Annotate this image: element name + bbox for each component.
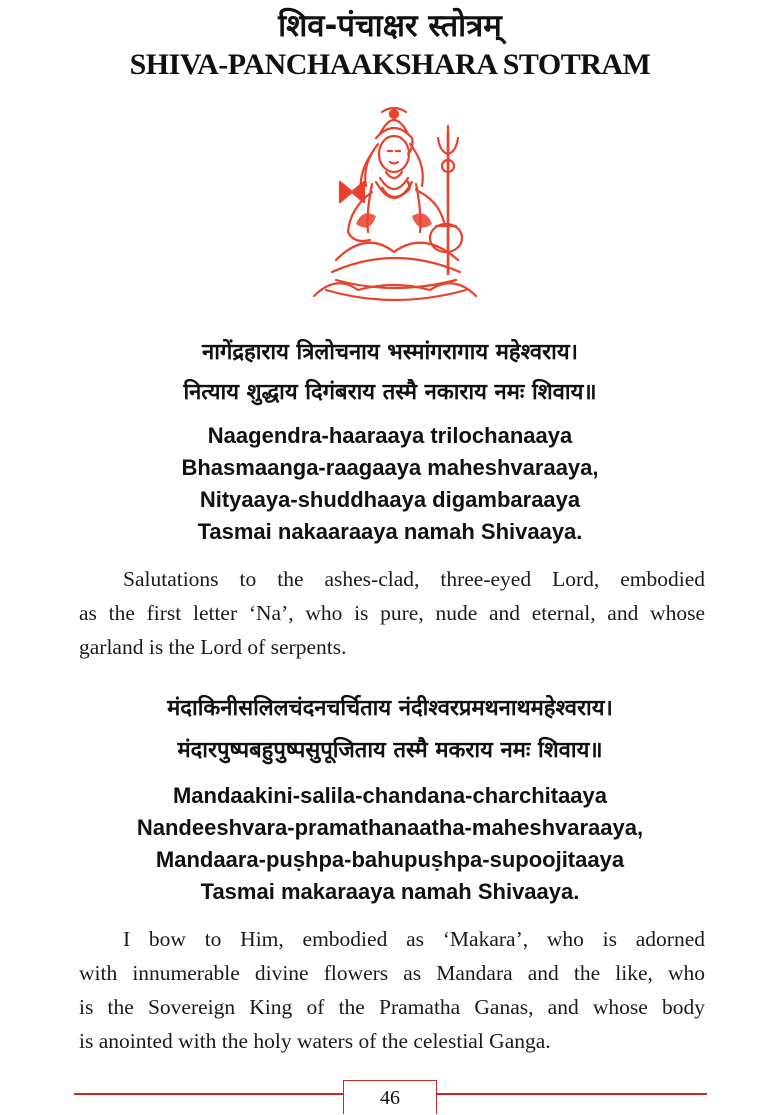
verse-2-translation-line-1: I bow to Him, embodied as ‘Makara’, who is adorned	[123, 927, 705, 951]
verse-1-transliteration-line-2: Bhasmaanga-raagaaya maheshvaraaya,	[181, 455, 599, 480]
verse-1-translation-line-2: as the first letter ‘Na’, who is pure, nude and eternal, and whose	[79, 601, 705, 625]
verse-1-transliteration-line-3: Nityaaya-shuddhaaya digambaraaya	[199, 487, 581, 512]
verse-2-translation	[79, 922, 705, 1058]
page-title-english: SHIVA-PANCHAAKSHARA STOTRAM	[129, 48, 651, 81]
shiva-seated-illustration	[296, 104, 492, 304]
footer-rule-left	[74, 1093, 343, 1095]
verse-2-devanagari-line-1: मंदाकिनीसलिलचंदनचर्चिताय नंदीश्वरप्रमथनाथमहेश्वराय।	[167, 696, 613, 721]
verse-1-devanagari-line-2: नित्याय शुद्धाय दिगंबराय तस्मै नकाराय नमः शिवाय॥	[183, 380, 597, 405]
verse-2-transliteration-line-2: Nandeeshvara-pramathanaatha-maheshvaraaya,	[136, 815, 644, 840]
verse-2-devanagari-line-2: मंदारपुष्पबहुपुष्पसुपूजिताय तस्मै मकराय नमः शिवाय॥	[177, 738, 603, 763]
verse-1-translation-line-3: garland is the Lord of serpents.	[79, 635, 347, 659]
verse-1-transliteration	[0, 420, 780, 548]
verse-1-transliteration-line-4: Tasmai nakaaraaya namah Shivaaya.	[197, 519, 583, 544]
page-title-devanagari: शिव-पंचाक्षर स्तोत्रम्	[278, 8, 502, 44]
verse-1-transliteration-line-1: Naagendra-haaraaya trilochanaaya	[207, 423, 573, 448]
verse-2-translation-line-3: is the Sovereign King of the Pramatha Ganas, and whose body	[79, 995, 705, 1019]
verse-1-translation	[79, 562, 705, 664]
verse-2-transliteration-line-3: Mandaara-puṣhpa-bahupuṣhpa-supoojitaaya	[155, 847, 625, 872]
verse-1-devanagari-line-1: नागेंद्रहाराय त्रिलोचनाय भस्मांगरागाय महेश्वराय।	[202, 340, 578, 365]
verse-2-translation-line-4: is anointed with the holy waters of the celestial Ganga.	[79, 1029, 551, 1053]
verse-2-transliteration-line-4: Tasmai makaraaya namah Shivaaya.	[200, 879, 580, 904]
verse-1-translation-line-1: Salutations to the ashes-clad, three-eyed Lord, embodied	[123, 567, 705, 591]
footer-rule-right	[437, 1093, 707, 1095]
page-number: 46	[343, 1080, 437, 1114]
verse-2-translation-line-2: with innumerable divine flowers as Mandara and the like, who	[79, 961, 705, 985]
verse-2-transliteration	[0, 780, 780, 908]
verse-2-transliteration-line-1: Mandaakini-salila-chandana-charchitaaya	[172, 783, 608, 808]
